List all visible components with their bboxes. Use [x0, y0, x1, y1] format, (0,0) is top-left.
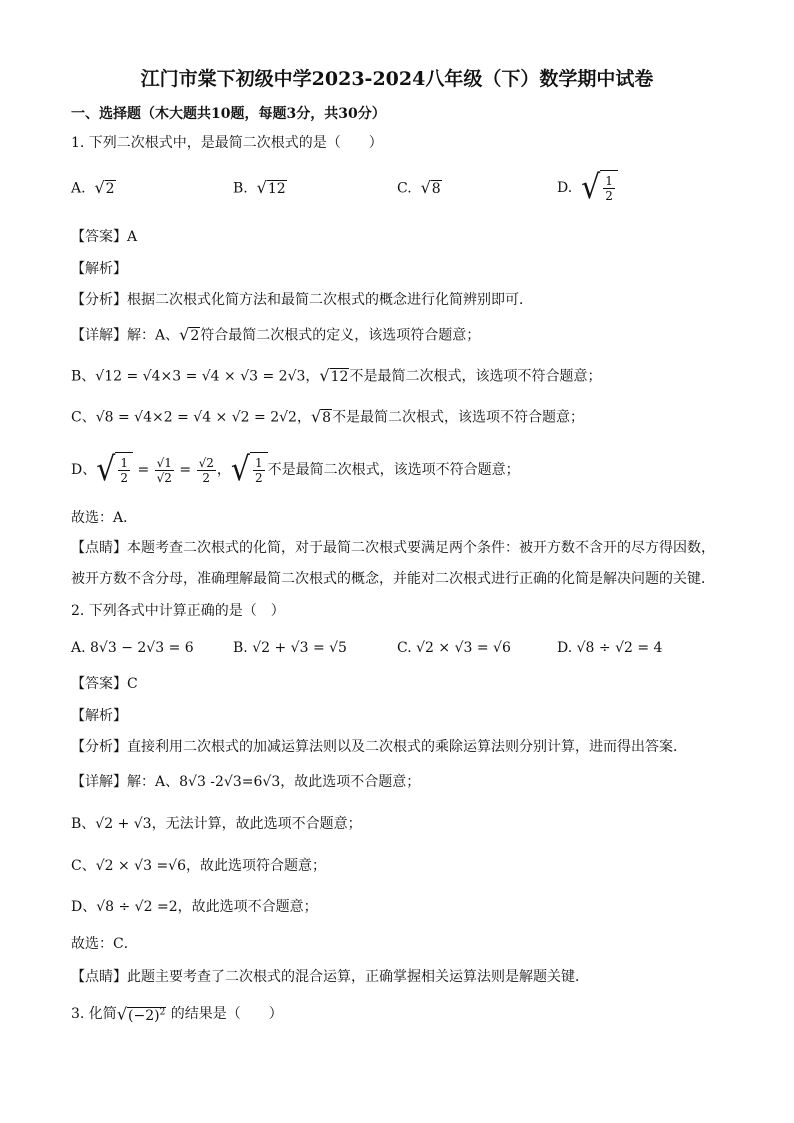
- question-3-stem: 3. 化简$√(-2)^2$ 的结果是（ ）: [71, 1004, 283, 1024]
- q2-analysis-label: 【解析】: [71, 708, 127, 724]
- page-title: 江门市棠下初级中学2023-2024八年级（下）数学期中试卷: [140, 68, 654, 90]
- q2-detail-c: C、√2 × √3 =√6，故此选项符合题意；: [71, 858, 327, 874]
- q2-fenxi: 【分析】直接利用二次根式的加减运算法则以及二次根式的乘除运算法则分别计算，进而得出答案．: [71, 739, 687, 755]
- q1-detail-b: B、√12 = √4×3 = √4 × √3 = 2√3，√12不是最简二次根式，该选项不符合题意；: [71, 366, 602, 385]
- q2-option-a: A. 8√3 − 2√3 = 6: [71, 640, 194, 656]
- q1-choice: 故选：A．: [71, 510, 138, 526]
- q2-detail-d: D、√8 ÷ √2 =2，故此选项不合题意；: [71, 899, 318, 915]
- q1-detail-a: 【详解】解：A、√2符合最简二次根式的定义，该选项符合题意；: [71, 325, 481, 344]
- q2-detail-b: B、√2 + √3，无法计算，故此选项不合题意；: [71, 816, 362, 832]
- q2-detail-a: 【详解】解：A、8√3 -2√3=6√3，故此选项不合题意；: [71, 774, 421, 790]
- q1-fenxi: 【分析】根据二次根式化简方法和最简二次根式的概念进行化简辨别即可．: [71, 292, 533, 308]
- q1-dianjing-line2: 被开方数不含分母，准确理解最简二次根式的概念，并能对二次根式进行正确的化简是解决问题的关键．: [71, 571, 715, 587]
- q1-detail-d: D、 √ $\frac{1}{2}$ = $\frac{√1}{√2}$ = $\frac{√2}{2}$ ， √ $\frac{1}{2}$ 不是最简二次根式，该选项不符合题意；: [71, 450, 520, 489]
- question-2-stem: 2. 下列各式中计算正确的是（ ）: [71, 603, 285, 619]
- section-heading: 一、选择题（木大题共10题，每题3分，共30分）: [71, 106, 386, 122]
- q2-option-c: C. √2 × √3 = √6: [397, 640, 511, 656]
- question-1-stem: 1. 下列二次根式中，是最简二次根式的是（ ）: [71, 135, 383, 151]
- q1-option-b: B. √12: [233, 178, 286, 197]
- q2-choice: 故选：C．: [71, 936, 138, 952]
- q1-dianjing-line1: 【点睛】本题考查二次根式的化简，对于最简二次根式要满足两个条件：被开方数不含开的尽方得因数，: [71, 540, 715, 556]
- q2-option-b: B. √2 + √3 = √5: [233, 640, 347, 656]
- q2-dianjing: 【点睛】此题主要考查了二次根式的混合运算，正确掌握相关运算法则是解题关键．: [71, 969, 589, 985]
- q1-analysis-label: 【解析】: [71, 261, 127, 277]
- q1-detail-c: C、√8 = √4×2 = √4 × √2 = 2√2，√8不是最简二次根式，该选项不符合题意；: [71, 407, 585, 426]
- q2-option-d: D. √8 ÷ √2 = 4: [557, 640, 663, 656]
- q1-option-d: D. √ $\frac{1}{2}$: [557, 170, 618, 206]
- q2-answer: 【答案】C: [71, 676, 138, 692]
- q1-option-a: A. √2: [71, 178, 115, 197]
- q1-answer: 【答案】A: [71, 229, 138, 245]
- q1-option-c: C. √8: [397, 178, 441, 197]
